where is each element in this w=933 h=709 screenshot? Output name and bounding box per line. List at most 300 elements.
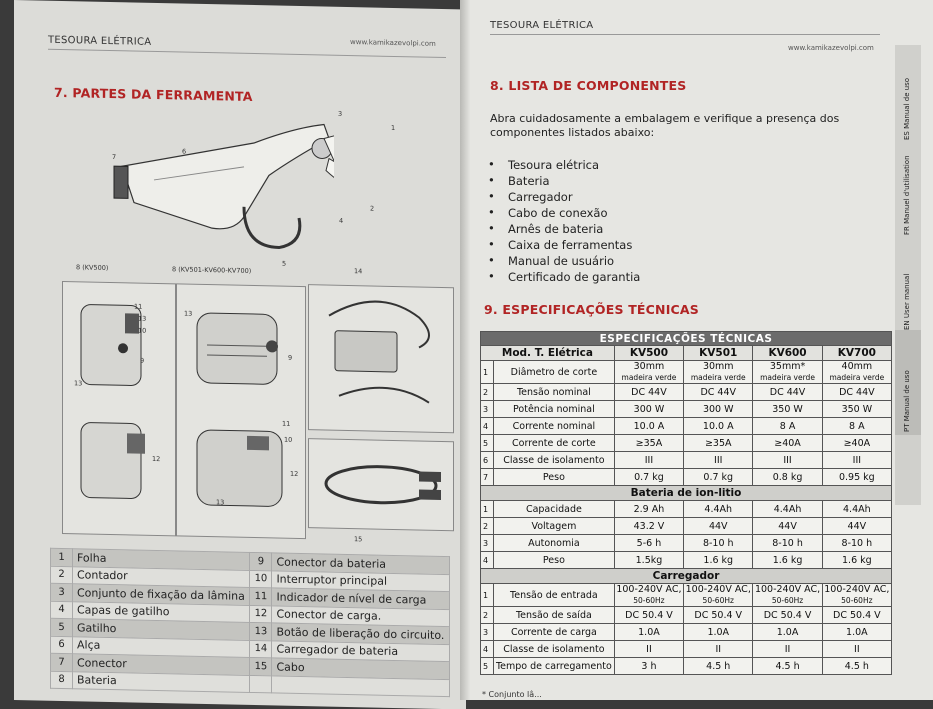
value-text: 1.5kg bbox=[635, 554, 663, 566]
callout-11-b: 11 bbox=[282, 419, 291, 428]
value-subtext: madeira verde bbox=[760, 373, 815, 382]
part-label: Conector bbox=[73, 654, 250, 675]
left-header-rule bbox=[48, 49, 446, 58]
spec-value bbox=[753, 418, 822, 435]
battery-group-row bbox=[481, 486, 892, 501]
spec-value bbox=[753, 552, 822, 569]
spec-value bbox=[822, 518, 891, 535]
table-row bbox=[481, 607, 892, 624]
model-label: Mod. T. Elétrica bbox=[481, 346, 615, 361]
spec-value bbox=[684, 452, 753, 469]
row-number: 2 bbox=[481, 384, 494, 401]
table-row bbox=[481, 552, 892, 569]
spec-value bbox=[614, 452, 683, 469]
row-number: 1 bbox=[481, 584, 494, 607]
part-number: 5 bbox=[51, 618, 73, 636]
value-subtext: 50-60Hz bbox=[633, 596, 665, 605]
value-text: 100-240V AC, bbox=[616, 584, 682, 595]
row-label: Classe de isolamento bbox=[494, 641, 615, 658]
callout-12-b: 12 bbox=[290, 469, 299, 478]
row-number: 7 bbox=[481, 469, 494, 486]
part-number: 9 bbox=[250, 552, 272, 570]
value-text: 0.8 kg bbox=[772, 471, 803, 483]
spec-value bbox=[822, 658, 891, 675]
callout-9-b: 9 bbox=[288, 353, 293, 362]
spec-value bbox=[753, 624, 822, 641]
battery-title: Bateria de ion-litio bbox=[481, 486, 892, 501]
charger-box bbox=[308, 284, 454, 433]
battery-case-back bbox=[197, 430, 282, 507]
part-number: 12 bbox=[250, 605, 272, 623]
value-text: 0.7 kg bbox=[703, 471, 734, 483]
right-page bbox=[470, 0, 933, 700]
spec-value bbox=[753, 535, 822, 552]
value-text: DC 50.4 V bbox=[694, 609, 743, 621]
value-text: III bbox=[852, 454, 862, 466]
battery-kv500-drawing bbox=[63, 282, 175, 534]
model-name: KV600 bbox=[753, 346, 822, 361]
value-text: DC 50.4 V bbox=[763, 609, 812, 621]
row-number: 4 bbox=[481, 418, 494, 435]
battery-kv500-box bbox=[62, 281, 176, 536]
spec-value bbox=[753, 641, 822, 658]
left-running-header: TESOURA ELÉTRICA bbox=[48, 34, 152, 48]
callout-4: 4 bbox=[339, 216, 344, 225]
shears-illustration bbox=[94, 94, 334, 264]
value-text: ≥40A bbox=[774, 437, 801, 449]
table-row bbox=[481, 469, 892, 486]
left-url: www.kamikazevolpi.com bbox=[350, 38, 436, 48]
spec-value bbox=[614, 418, 683, 435]
cable-box bbox=[308, 438, 454, 531]
cable-drawing bbox=[309, 439, 453, 530]
left-page bbox=[14, 0, 466, 709]
part-number: 4 bbox=[51, 601, 73, 619]
spec-value bbox=[614, 535, 683, 552]
value-text: 1.6 kg bbox=[842, 554, 872, 566]
part-number: 14 bbox=[250, 640, 272, 658]
spec-value bbox=[614, 658, 683, 675]
battery-case-front bbox=[197, 313, 277, 385]
spec-value bbox=[822, 435, 891, 452]
spec-value bbox=[614, 624, 683, 641]
table-row bbox=[481, 401, 892, 418]
row-label: Capacidade bbox=[494, 501, 615, 518]
value-text: 1.6 kg bbox=[703, 554, 734, 566]
value-text: 300 W bbox=[633, 403, 665, 415]
value-text: 43.2 V bbox=[633, 520, 665, 532]
table-row bbox=[481, 361, 892, 384]
callout-14: 14 bbox=[354, 267, 363, 276]
spec-value bbox=[822, 469, 891, 486]
spec-value bbox=[684, 535, 753, 552]
row-label: Tensão nominal bbox=[494, 384, 615, 401]
part-label: Gatilho bbox=[73, 619, 250, 640]
list-item: • Arnês de bateria bbox=[488, 222, 640, 238]
part-label: Botão de liberação do circuito. bbox=[272, 623, 450, 644]
value-text: 10.0 A bbox=[633, 420, 665, 432]
battery-switch bbox=[247, 436, 269, 450]
spec-value bbox=[822, 401, 891, 418]
callout-3: 3 bbox=[338, 109, 343, 118]
value-subtext: madeira verde bbox=[690, 373, 746, 382]
row-label: Classe de isolamento bbox=[494, 452, 615, 469]
value-text: 1.0A bbox=[846, 626, 868, 638]
spec-value bbox=[614, 384, 683, 401]
spec-value bbox=[614, 552, 683, 569]
section-8-title: 8. LISTA DE COMPONENTES bbox=[490, 78, 687, 93]
part-label: Conector de carga. bbox=[272, 605, 450, 626]
value-text: DC 50.4 V bbox=[833, 609, 881, 621]
shears-trigger-guard bbox=[244, 207, 300, 248]
value-text: 30mm bbox=[633, 361, 665, 372]
row-label: Peso bbox=[494, 469, 615, 486]
value-text: 4.4Ah bbox=[773, 503, 802, 515]
callout-13-d: 13 bbox=[216, 498, 225, 507]
part-number: 8 bbox=[51, 671, 73, 689]
row-label: Potência nominal bbox=[494, 401, 615, 418]
part-number: 11 bbox=[250, 587, 272, 605]
spec-table bbox=[480, 331, 892, 675]
table-row bbox=[481, 384, 892, 401]
row-label: Corrente de carga bbox=[494, 624, 615, 641]
row-number: 2 bbox=[481, 518, 494, 535]
row-number: 4 bbox=[481, 641, 494, 658]
table-row bbox=[481, 535, 892, 552]
value-text: III bbox=[783, 454, 792, 466]
spec-value bbox=[614, 584, 683, 607]
spec-value bbox=[822, 501, 891, 518]
spec-value bbox=[753, 607, 822, 624]
spec-value bbox=[684, 384, 753, 401]
cable-plug bbox=[419, 471, 441, 481]
spec-value bbox=[684, 401, 753, 418]
value-text: 5-6 h bbox=[636, 537, 662, 549]
value-text: DC 50.4 V bbox=[625, 609, 673, 621]
spec-value bbox=[614, 518, 683, 535]
part-label: Folha bbox=[73, 549, 250, 570]
part-number: 1 bbox=[51, 548, 73, 566]
value-text: 8 A bbox=[779, 420, 796, 432]
value-text: II bbox=[715, 643, 722, 655]
spec-value bbox=[684, 624, 753, 641]
charger-mains-cable bbox=[339, 387, 429, 403]
section-9-title: 9. ESPECIFICAÇÕES TÉCNICAS bbox=[484, 302, 699, 317]
value-text: 44V bbox=[708, 520, 728, 532]
part-label: Capas de gatilho bbox=[73, 601, 250, 622]
charger-drawing bbox=[309, 285, 453, 432]
value-text: 1.0A bbox=[638, 626, 660, 638]
charger-title: Carregador bbox=[481, 569, 892, 584]
spec-value bbox=[614, 361, 683, 384]
spec-value bbox=[822, 452, 891, 469]
row-number: 5 bbox=[481, 658, 494, 675]
table-row bbox=[481, 418, 892, 435]
spec-value bbox=[753, 469, 822, 486]
table-row bbox=[481, 501, 892, 518]
callout-13-b: 13 bbox=[74, 379, 83, 388]
model-name: KV501 bbox=[684, 346, 753, 361]
row-label: Diâmetro de corte bbox=[494, 361, 615, 384]
value-text: ≥40A bbox=[843, 437, 871, 449]
value-text: 4.5 h bbox=[775, 660, 800, 672]
callout-7: 7 bbox=[112, 153, 117, 162]
spec-value bbox=[753, 518, 822, 535]
row-label: Autonomia bbox=[494, 535, 615, 552]
row-number: 2 bbox=[481, 607, 494, 624]
parts-table-body bbox=[51, 548, 450, 696]
callout-1: 1 bbox=[391, 123, 396, 132]
list-item: • Bateria bbox=[488, 174, 640, 190]
spec-value bbox=[614, 469, 683, 486]
components-list bbox=[488, 158, 640, 286]
spec-value bbox=[614, 607, 683, 624]
table-row bbox=[481, 584, 892, 607]
value-text: 300 W bbox=[702, 403, 734, 415]
right-running-header: TESOURA ELÉTRICA bbox=[490, 20, 594, 31]
spec-value bbox=[822, 535, 891, 552]
table-row bbox=[481, 624, 892, 641]
parts-table bbox=[50, 548, 450, 697]
spec-value bbox=[753, 435, 822, 452]
spec-value bbox=[822, 584, 891, 607]
spec-value bbox=[822, 552, 891, 569]
spec-value bbox=[822, 418, 891, 435]
spec-value bbox=[684, 658, 753, 675]
part-label: Cabo bbox=[272, 658, 450, 679]
spec-value bbox=[684, 518, 753, 535]
value-text: 4.5 h bbox=[844, 660, 869, 672]
table-row bbox=[481, 641, 892, 658]
value-text: 100-240V AC, bbox=[824, 584, 890, 595]
row-number: 1 bbox=[481, 361, 494, 384]
value-text: 2.9 Ah bbox=[633, 503, 665, 515]
spec-value bbox=[684, 418, 753, 435]
callout-5: 5 bbox=[282, 259, 287, 268]
spec-value bbox=[753, 401, 822, 418]
list-item: • Manual de usuário bbox=[488, 254, 640, 270]
row-number: 1 bbox=[481, 501, 494, 518]
value-text: 1.0A bbox=[707, 626, 730, 638]
part-number: 10 bbox=[250, 570, 272, 588]
callout-10: 10 bbox=[138, 326, 147, 335]
tab-fr[interactable]: FR Manuel d'utilisation bbox=[903, 155, 911, 235]
list-item: • Cabo de conexão bbox=[488, 206, 640, 222]
value-text: 1.6 kg bbox=[772, 554, 803, 566]
part-label: Contador bbox=[73, 566, 250, 587]
row-number: 6 bbox=[481, 452, 494, 469]
charger-group-row bbox=[481, 569, 892, 584]
row-number: 3 bbox=[481, 624, 494, 641]
spec-value bbox=[614, 435, 683, 452]
callout-6: 6 bbox=[182, 147, 187, 156]
row-number: 3 bbox=[481, 401, 494, 418]
shears-body bbox=[122, 120, 329, 231]
footnote: * Conjunto lâ... bbox=[482, 690, 542, 699]
value-text: 40mm bbox=[841, 361, 873, 372]
callout-13-a: 13 bbox=[138, 314, 147, 323]
tab-en[interactable]: EN User manual bbox=[903, 273, 911, 330]
spec-value bbox=[822, 641, 891, 658]
callout-13-c: 13 bbox=[184, 309, 193, 318]
part-number: 7 bbox=[51, 653, 73, 671]
value-text: 1.0A bbox=[776, 626, 799, 638]
battery-kv501-drawing bbox=[177, 284, 305, 537]
spec-value bbox=[822, 624, 891, 641]
part-number: 3 bbox=[51, 583, 73, 601]
table-row bbox=[481, 435, 892, 452]
table-row bbox=[481, 452, 892, 469]
value-text: ≥35A bbox=[635, 437, 663, 449]
value-text: 35mm* bbox=[769, 361, 806, 372]
part-label: Alça bbox=[73, 636, 250, 657]
part-label: Conjunto de fixação da lâmina bbox=[73, 584, 250, 605]
spec-value bbox=[753, 452, 822, 469]
value-text: 350 W bbox=[772, 403, 803, 415]
value-subtext: madeira verde bbox=[829, 373, 885, 382]
tab-es[interactable]: ES Manual de uso bbox=[903, 77, 911, 140]
list-item: • Caixa de ferramentas bbox=[488, 238, 640, 254]
value-text: 44V bbox=[847, 520, 867, 532]
list-item: • Tesoura elétrica bbox=[488, 158, 640, 174]
spec-value bbox=[822, 607, 891, 624]
part-label bbox=[272, 675, 450, 696]
callout-11-a: 11 bbox=[134, 302, 143, 311]
spec-value bbox=[822, 384, 891, 401]
spec-value bbox=[684, 607, 753, 624]
list-item: • Certificado de garantia bbox=[488, 270, 640, 286]
value-text: 350 W bbox=[841, 403, 873, 415]
row-label: Peso bbox=[494, 552, 615, 569]
components-intro: Abra cuidadosamente a embalagem e verifique a presença dos componentes listados abaixo: bbox=[490, 112, 840, 139]
part-label: Indicador de nível de carga bbox=[272, 588, 450, 609]
model-name: KV500 bbox=[614, 346, 683, 361]
shears-connector bbox=[114, 166, 128, 198]
spec-value bbox=[684, 501, 753, 518]
row-number: 4 bbox=[481, 552, 494, 569]
part-label: Bateria bbox=[73, 671, 250, 692]
spec-value bbox=[822, 361, 891, 384]
row-number: 3 bbox=[481, 535, 494, 552]
shears-counter-blade bbox=[326, 159, 334, 192]
part-number: 6 bbox=[51, 636, 73, 654]
callout-8-kv500: 8 (KV500) bbox=[76, 263, 109, 272]
value-text: 30mm bbox=[702, 361, 734, 372]
charger-unit bbox=[335, 331, 397, 372]
part-label: Interruptor principal bbox=[272, 570, 450, 591]
row-label: Tensão de saída bbox=[494, 607, 615, 624]
value-text: 4.5 h bbox=[706, 660, 731, 672]
spec-value bbox=[753, 501, 822, 518]
table-row bbox=[481, 518, 892, 535]
value-subtext: 50-60Hz bbox=[841, 596, 873, 605]
row-label: Voltagem bbox=[494, 518, 615, 535]
value-text: II bbox=[646, 643, 652, 655]
right-header-rule bbox=[490, 34, 880, 35]
part-label: Carregador de bateria bbox=[272, 640, 450, 661]
spec-value bbox=[614, 401, 683, 418]
part-number: 15 bbox=[250, 657, 272, 675]
row-label: Corrente nominal bbox=[494, 418, 615, 435]
spec-value bbox=[614, 501, 683, 518]
callout-10-b: 10 bbox=[284, 435, 293, 444]
value-text: 0.95 kg bbox=[838, 471, 875, 483]
value-text: 8-10 h bbox=[702, 537, 734, 549]
value-text: 10.0 A bbox=[702, 420, 734, 432]
value-subtext: 50-60Hz bbox=[702, 596, 734, 605]
spec-table-body bbox=[481, 332, 892, 675]
value-text: 8-10 h bbox=[772, 537, 803, 549]
value-text: 4.4Ah bbox=[843, 503, 871, 515]
spec-value bbox=[684, 435, 753, 452]
spec-value bbox=[753, 384, 822, 401]
spec-value bbox=[753, 584, 822, 607]
callout-2: 2 bbox=[370, 204, 375, 213]
model-name: KV700 bbox=[822, 346, 891, 361]
spec-value bbox=[684, 361, 753, 384]
value-text: DC 44V bbox=[839, 386, 875, 398]
section-7-title: 7. PARTES DA FERRAMENTA bbox=[54, 84, 253, 104]
row-label: Tensão de entrada bbox=[494, 584, 615, 607]
battery-indicator bbox=[125, 313, 139, 333]
value-subtext: madeira verde bbox=[621, 373, 677, 382]
value-text: 100-240V AC, bbox=[685, 584, 751, 595]
value-text: II bbox=[854, 643, 860, 655]
battery-kv501-box bbox=[176, 283, 306, 539]
value-text: 0.7 kg bbox=[634, 471, 664, 483]
spec-header-row bbox=[481, 346, 892, 361]
spec-value bbox=[684, 584, 753, 607]
callout-8-kv501: 8 (KV501-KV600-KV700) bbox=[172, 265, 252, 275]
value-text: 100-240V AC, bbox=[754, 584, 821, 595]
right-url: www.kamikazevolpi.com bbox=[788, 44, 874, 52]
spec-value bbox=[753, 658, 822, 675]
spec-value bbox=[753, 361, 822, 384]
spec-value bbox=[684, 469, 753, 486]
value-text: 44V bbox=[778, 520, 797, 532]
part-number: 2 bbox=[51, 566, 73, 584]
value-text: 4.4Ah bbox=[704, 503, 733, 515]
spec-band-row bbox=[481, 332, 892, 346]
list-item: • Carregador bbox=[488, 190, 640, 206]
value-text: III bbox=[644, 454, 654, 466]
value-text: III bbox=[714, 454, 723, 466]
battery-port bbox=[127, 433, 145, 453]
value-text: 3 h bbox=[641, 660, 657, 672]
spec-value bbox=[614, 641, 683, 658]
callout-12-a: 12 bbox=[152, 454, 161, 464]
value-text: ≥35A bbox=[704, 437, 732, 449]
value-text: DC 44V bbox=[769, 386, 806, 398]
value-subtext: 50-60Hz bbox=[771, 596, 804, 605]
spec-band: ESPECIFICAÇÕES TÉCNICAS bbox=[481, 332, 892, 346]
value-text: 8-10 h bbox=[841, 537, 873, 549]
part-number bbox=[250, 675, 272, 693]
tab-pt[interactable]: PT Manual de uso bbox=[903, 370, 911, 432]
value-text: II bbox=[784, 643, 791, 655]
part-label: Conector da bateria bbox=[272, 553, 450, 574]
value-text: DC 44V bbox=[631, 386, 667, 398]
row-number: 5 bbox=[481, 435, 494, 452]
callout-9-a: 9 bbox=[140, 356, 145, 365]
cable-plug bbox=[419, 489, 441, 499]
spec-value bbox=[684, 641, 753, 658]
row-label: Tempo de carregamento bbox=[494, 658, 615, 675]
spec-value bbox=[684, 552, 753, 569]
value-text: DC 44V bbox=[700, 386, 737, 398]
row-label: Corrente de corte bbox=[494, 435, 615, 452]
part-number: 13 bbox=[250, 622, 272, 640]
